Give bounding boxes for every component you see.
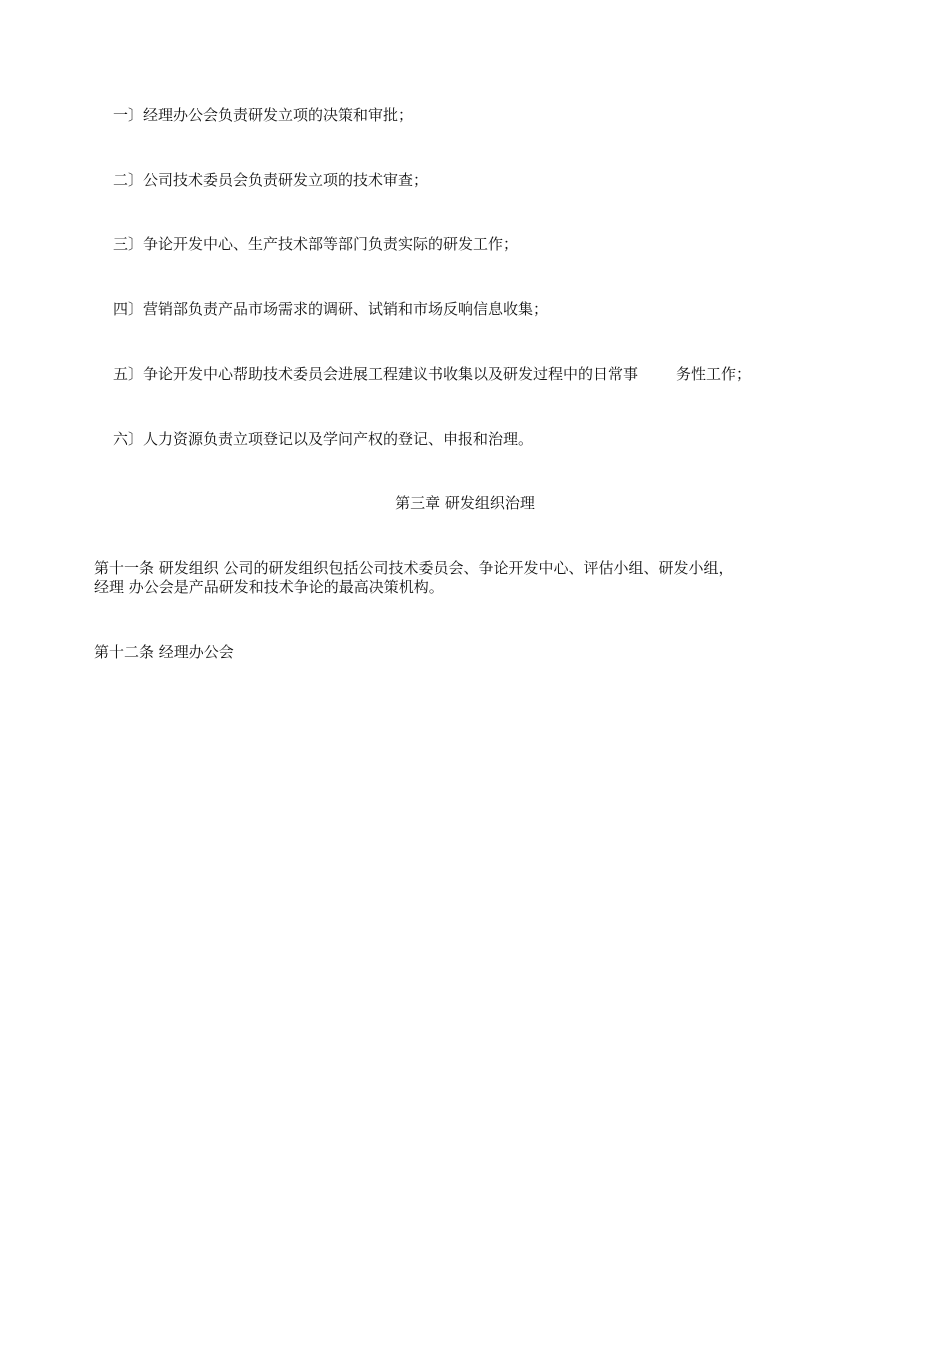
chapter-title: 第三章 研发组织治理 [395, 494, 535, 512]
list-item-1: 一〕经理办公会负责研发立项的决策和审批； [113, 106, 414, 124]
article-12-heading: 第十二条 经理办公会 [94, 643, 234, 661]
list-item-4: 四〕营销部负责产品市场需求的调研、试销和市场反响信息收集； [113, 300, 549, 318]
article-11-line-1: 第十一条 研发组织 公司的研发组织包括公司技术委员会、争论开发中心、评估小组、研发小组， [94, 559, 734, 577]
list-item-5-part1: 五〕争论开发中心帮助技术委员会进展工程建议书收集以及研发过程中的日常事 [113, 365, 639, 383]
list-item-2: 二〕公司技术委员会负责研发立项的技术审查； [113, 171, 429, 189]
article-11-line-2: 经理 办公会是产品研发和技术争论的最高决策机构。 [94, 578, 444, 596]
list-item-3: 三〕争论开发中心、生产技术部等部门负责实际的研发工作； [113, 235, 519, 253]
list-item-5 [113, 365, 751, 383]
list-item-5-part2: 务性工作； [676, 365, 752, 383]
list-item-6: 六〕人力资源负责立项登记以及学问产权的登记、申报和治理。 [113, 430, 534, 448]
